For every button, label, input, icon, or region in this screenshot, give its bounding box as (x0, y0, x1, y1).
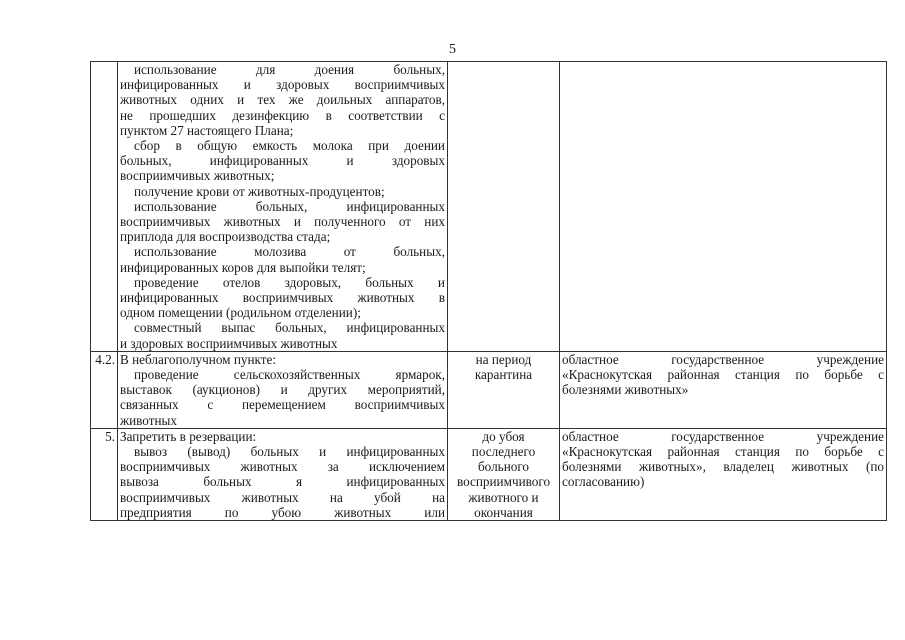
measure-text-line: животных одних и тех же доильных аппаратов, (120, 92, 445, 108)
measure-text-line: инфицированных коров для выпойки телят; (120, 259, 366, 275)
measure-text-line: инфицированных и здоровых восприимчивых (120, 77, 445, 93)
responsible-text-line: «Краснокутская районная станция по борьбе с (562, 367, 884, 383)
table-row (91, 428, 887, 520)
measure-text-line: выставок (аукционов) и других мероприятий, (120, 382, 445, 398)
measures-table (90, 61, 887, 521)
measure-cell (118, 62, 448, 352)
measure-text-line: Запретить в резервации: (120, 428, 257, 444)
row-number (91, 62, 118, 352)
measure-text-line: восприимчивых животных на убой на (120, 489, 445, 505)
measure-text-line: пунктом 27 настоящего Плана; (120, 122, 294, 138)
measure-text-line: использование для доения больных, (134, 62, 445, 77)
responsible-cell (560, 428, 887, 520)
responsible-text-line: «Краснокутская районная станция по борьбе с (562, 444, 884, 460)
period-cell: на период карантина (448, 351, 560, 428)
table-row (91, 351, 887, 428)
measure-text-line: совместный выпас больных, инфицированных (134, 320, 445, 336)
table-row (91, 62, 887, 352)
page-number: 5 (449, 42, 456, 57)
row-number: 4.2. (91, 351, 118, 428)
responsible-text-line: болезнями животных», владелец животных (по (562, 459, 884, 475)
measure-text-line: использование больных, инфицированных (134, 198, 445, 214)
responsible-cell (560, 62, 887, 352)
measure-text-line: проведение отелов здоровых, больных и (134, 274, 445, 290)
measure-text-line: животных (120, 412, 177, 428)
measure-text-line: вывоз (вывод) больных и инфицированных (134, 444, 445, 460)
measure-text-line: восприимчивых животных за исключением (120, 459, 445, 475)
measure-text-line: использование молозива от больных, (134, 244, 445, 260)
measure-text-line: сбор в общую емкость молока при доении (134, 138, 445, 154)
measure-text-line: не прошедших дезинфекцию в соответствии с (120, 107, 445, 123)
measure-text-line: В неблагополучном пункте: (120, 351, 277, 367)
responsible-text-line: согласованию) (562, 474, 645, 490)
measure-text-line: получение крови от животных-продуцентов; (134, 183, 385, 199)
measure-text-line: восприимчивых животных; (120, 168, 275, 184)
measure-text-line: предприятия по убою животных или (120, 504, 445, 520)
measure-cell (118, 428, 448, 520)
measure-text-line: вывоза больных я инфицированных (120, 474, 445, 490)
responsible-cell (560, 351, 887, 428)
measure-text-line: одном помещении (родильном отделении); (120, 305, 361, 321)
measure-text-line: приплода для воспроизводства стада; (120, 229, 331, 245)
responsible-text-line: областное государственное учреждение (562, 428, 884, 444)
row-number: 5. (91, 428, 118, 520)
measure-text-line: связанных с перемещением восприимчивых (120, 397, 445, 413)
measure-text-line: и здоровых восприимчивых животных (120, 335, 338, 351)
period-cell (448, 62, 560, 352)
period-cell: до убоя последнего больного восприимчивого животного и окончания (448, 428, 560, 520)
measures-table-body (91, 62, 887, 521)
measure-cell (118, 351, 448, 428)
responsible-text-line: областное государственное учреждение (562, 351, 884, 367)
measure-text-line: восприимчивых животных и полученного от них (120, 214, 445, 230)
measure-text-line: проведение сельскохозяйственных ярмарок, (134, 367, 445, 383)
measure-text-line: инфицированных восприимчивых животных в (120, 290, 445, 306)
responsible-text-line: болезнями животных» (562, 382, 689, 398)
measure-text-line: больных, инфицированных и здоровых (120, 153, 445, 169)
